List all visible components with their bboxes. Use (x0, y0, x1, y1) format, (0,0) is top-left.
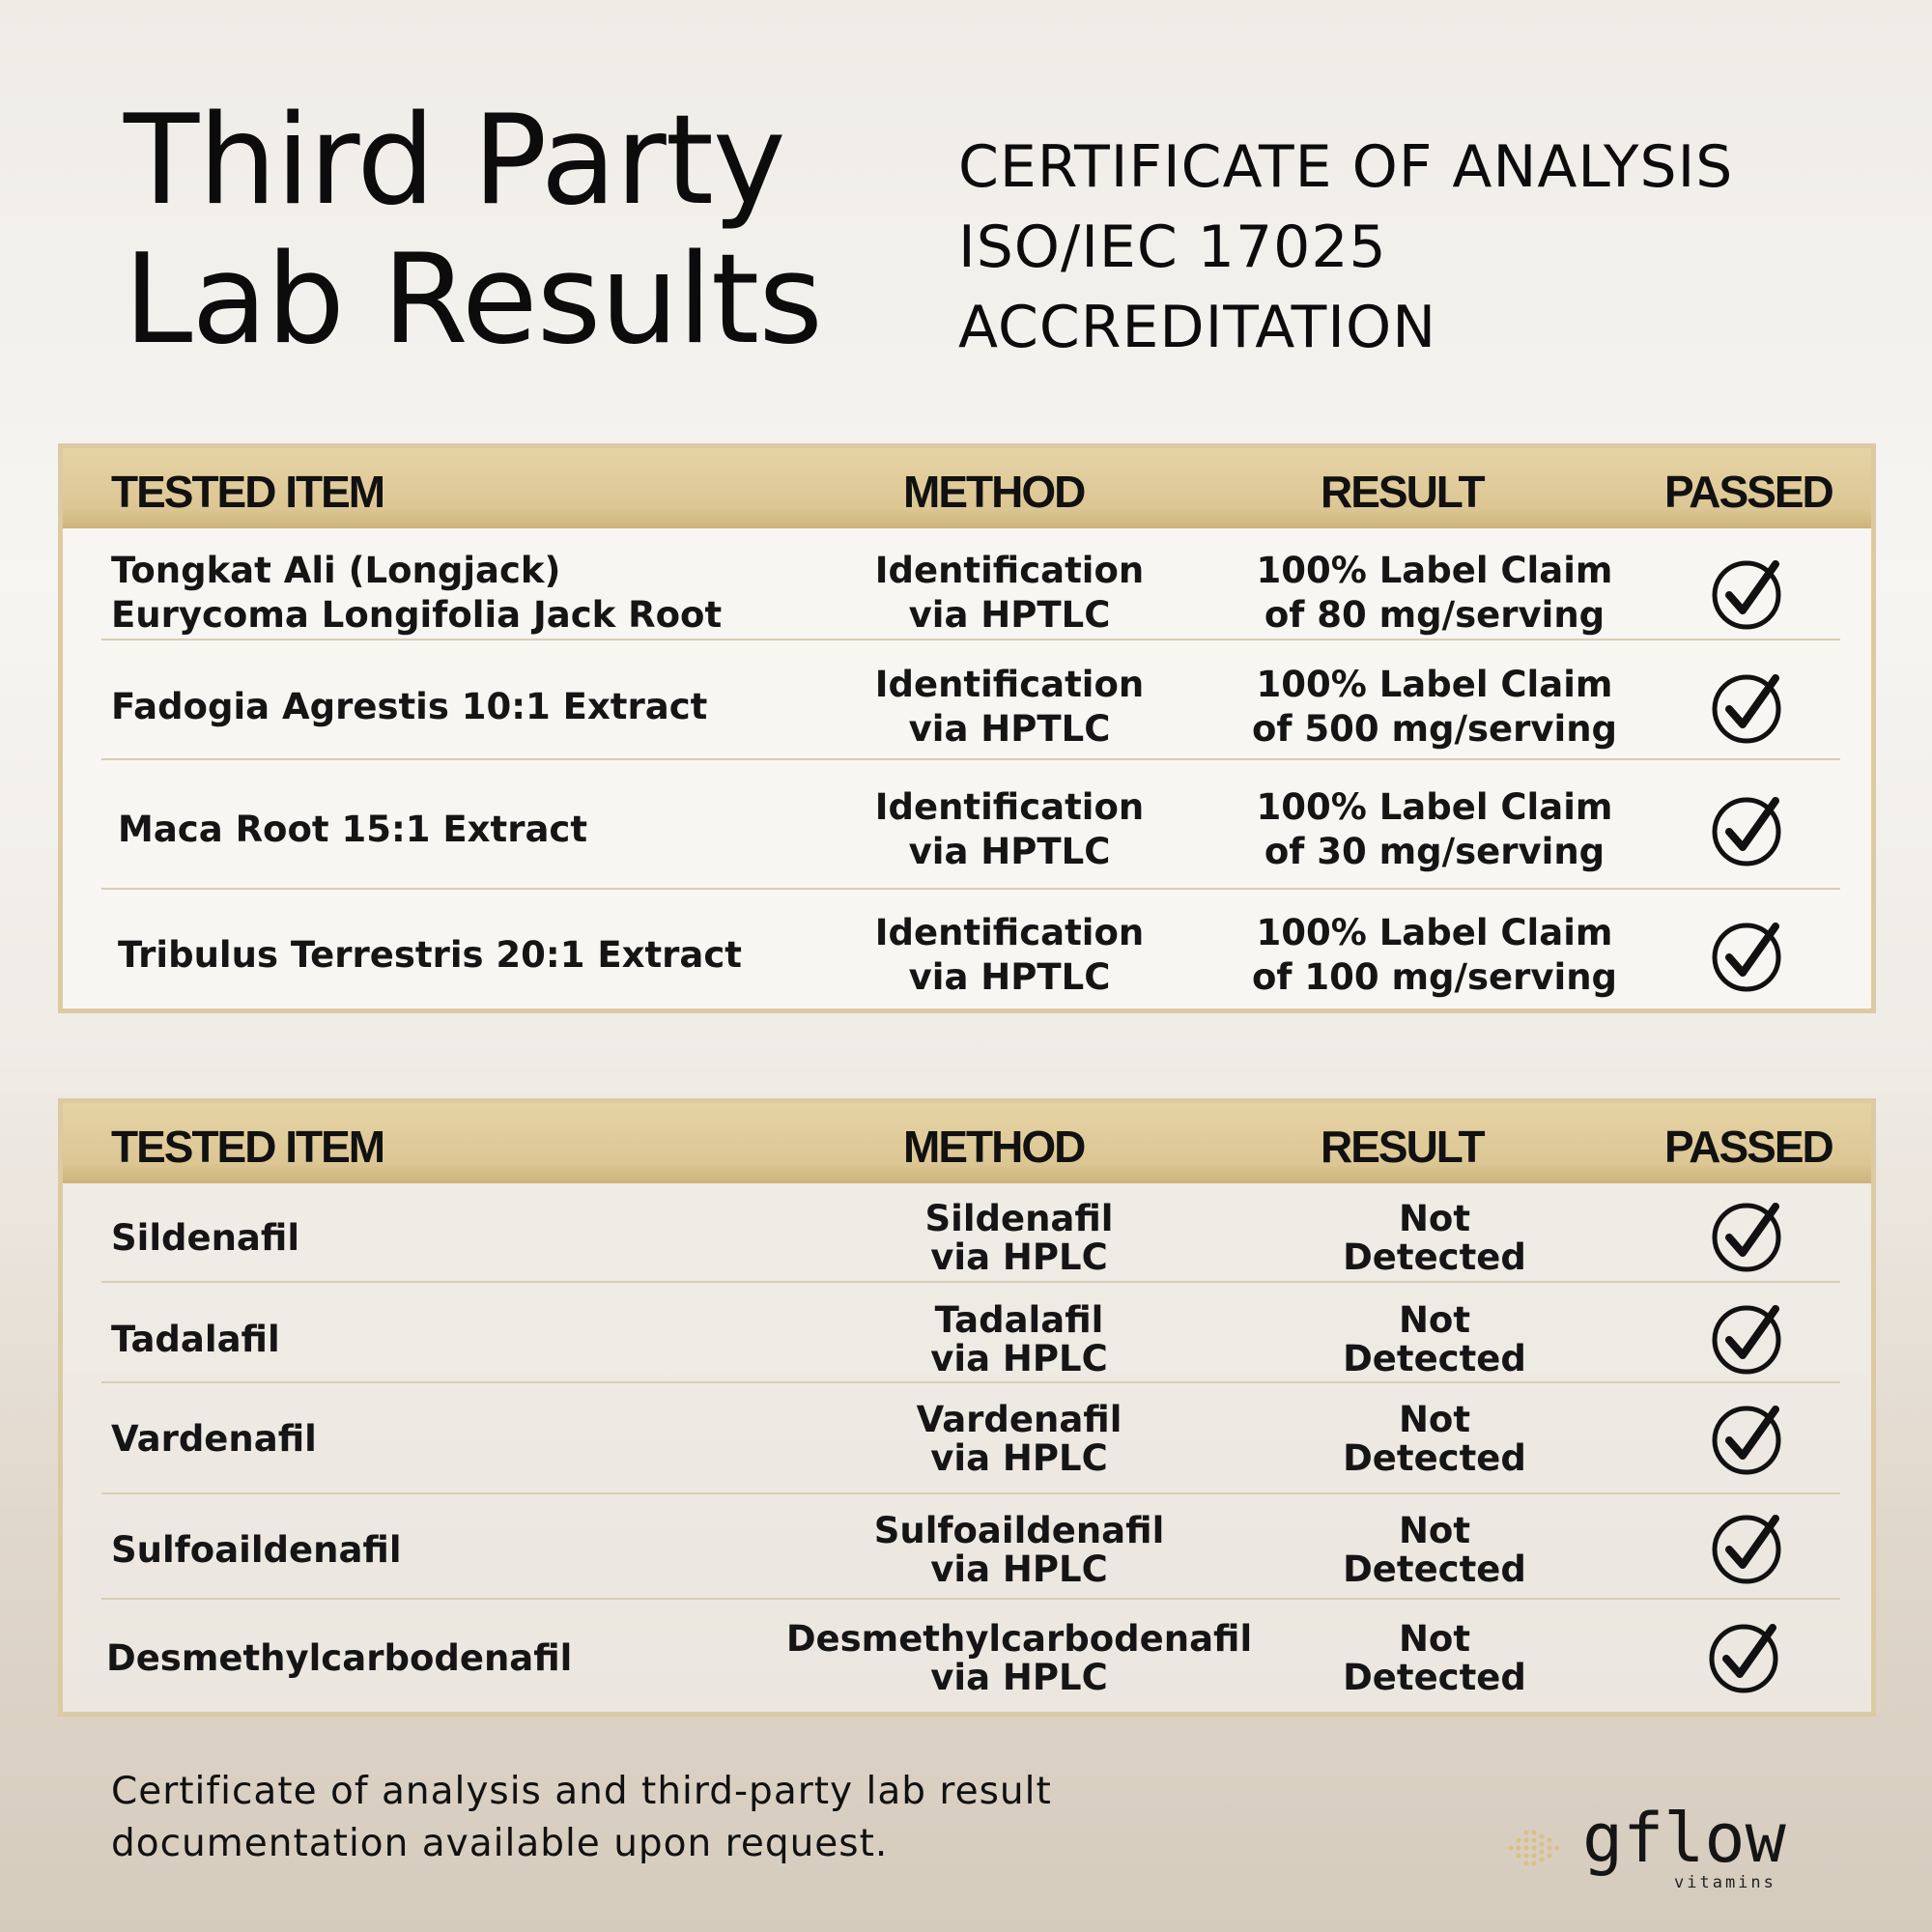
table-header (63, 448, 1871, 528)
page-title-line-1: Third Party (124, 89, 785, 233)
page-title (124, 89, 822, 372)
row-divider (101, 639, 1840, 640)
certification-line-2: ISO/IEC 17025 (958, 213, 1387, 281)
header-method: METHOD (903, 1122, 1085, 1172)
result (1183, 902, 1686, 1009)
check-circle-icon (1710, 554, 1787, 632)
result-line: Not (1398, 1299, 1471, 1341)
method-line: Identification (874, 664, 1145, 705)
method-line: Sildenafil (924, 1198, 1114, 1239)
check-circle-icon (1710, 791, 1787, 868)
method-line: via HPLC (930, 1437, 1108, 1479)
method-line: Identification (874, 550, 1145, 591)
tested-item (106, 1610, 860, 1707)
row-divider (101, 1598, 1840, 1600)
method-line: Vardenafil (916, 1399, 1122, 1440)
tested-item-line: Tribulus Terrestris 20:1 Extract (118, 934, 742, 976)
result-line: Not (1398, 1198, 1471, 1239)
row-divider (101, 758, 1840, 760)
method-line: via HPLC (930, 1548, 1108, 1590)
method-line: via HPTLC (908, 708, 1111, 750)
row-divider (101, 1381, 1840, 1383)
certification-heading (958, 128, 1733, 368)
result-line: 100% Label Claim (1256, 664, 1613, 705)
check-circle-icon (1710, 668, 1787, 746)
table-header (63, 1103, 1871, 1183)
brand-logo (1507, 1799, 1797, 1892)
tested-item-line: Tadalafil (111, 1319, 280, 1360)
result (1183, 654, 1686, 760)
result-line: 100% Label Claim (1256, 912, 1613, 953)
method-line: Identification (874, 786, 1145, 828)
result (1183, 774, 1686, 886)
adulterant-test-table (58, 1098, 1876, 1717)
header-method: METHOD (903, 467, 1085, 517)
tested-item-line: Eurycoma Longifolia Jack Root (111, 594, 723, 636)
tested-item-line: Maca Root 15:1 Extract (118, 809, 588, 850)
header-result: RESULT (1321, 1122, 1484, 1172)
tested-item-line: Sildenafil (111, 1217, 300, 1259)
tested-item (111, 654, 865, 760)
header-tested-item: TESTED ITEM (111, 1122, 384, 1172)
result-line: 100% Label Claim (1256, 786, 1613, 828)
method-line: via HPLC (930, 1338, 1108, 1379)
result-line: Not (1398, 1510, 1471, 1551)
result-line: Detected (1343, 1548, 1526, 1590)
result-line: Detected (1343, 1338, 1526, 1379)
method-line: via HPLC (930, 1236, 1108, 1278)
check-circle-icon (1707, 1618, 1784, 1695)
brand-tagline: vitamins (1674, 1873, 1776, 1892)
availability-note-line-2: documentation available upon request. (111, 1822, 889, 1865)
result (1183, 1610, 1686, 1707)
check-circle-icon (1710, 917, 1787, 994)
check-circle-icon (1710, 1400, 1787, 1477)
identity-test-table (58, 443, 1876, 1013)
result (1183, 1391, 1686, 1488)
tested-item-line: Fadogia Agrestis 10:1 Extract (111, 686, 708, 727)
result-line: of 30 mg/serving (1264, 831, 1605, 872)
certification-line-1: CERTIFICATE OF ANALYSIS (958, 133, 1734, 201)
method-line: via HPTLC (908, 594, 1111, 636)
result (1183, 1502, 1686, 1599)
check-circle-icon (1710, 1197, 1787, 1274)
result-line: 100% Label Claim (1256, 550, 1613, 591)
tested-item-line: Desmethylcarbodenafil (106, 1637, 573, 1679)
result-line: of 80 mg/serving (1264, 594, 1605, 636)
tested-item-line: Tongkat Ali (Longjack) (111, 550, 561, 591)
method-line: via HPLC (930, 1657, 1108, 1698)
method-line: Desmethylcarbodenafil (785, 1618, 1253, 1660)
method-line: Sulfoaildenafil (873, 1510, 1165, 1551)
tested-item (111, 1502, 865, 1599)
dot-arrow-logo-icon (1507, 1824, 1563, 1872)
header-passed: PASSED (1664, 1122, 1833, 1172)
row-divider (101, 888, 1840, 890)
check-circle-icon (1710, 1509, 1787, 1586)
result (1183, 1190, 1686, 1287)
page-title-line-2: Lab Results (124, 228, 822, 372)
header-passed: PASSED (1664, 467, 1833, 517)
check-circle-icon (1710, 1299, 1787, 1377)
result-line: Not (1398, 1399, 1471, 1440)
availability-note (111, 1766, 1052, 1870)
result-line: of 500 mg/serving (1251, 708, 1618, 750)
result-line: of 100 mg/serving (1251, 956, 1618, 998)
certification-line-3: ACCREDITATION (958, 294, 1437, 361)
method-line: Identification (874, 912, 1145, 953)
availability-note-line-1: Certificate of analysis and third-party lab result (111, 1770, 1052, 1813)
result-line: Detected (1343, 1657, 1526, 1698)
tested-item-line: Vardenafil (111, 1418, 317, 1460)
result-line: Not (1398, 1618, 1471, 1660)
brand-name: gflow (1582, 1799, 1786, 1878)
tested-item (111, 540, 865, 646)
result-line: Detected (1343, 1437, 1526, 1479)
result-line: Detected (1343, 1236, 1526, 1278)
tested-item (111, 1391, 865, 1488)
result (1183, 540, 1686, 646)
tested-item-line: Sulfoaildenafil (111, 1529, 402, 1571)
row-divider (101, 1492, 1840, 1494)
method-line: Tadalafil (934, 1299, 1104, 1341)
tested-item (111, 1190, 865, 1287)
method-line: via HPTLC (908, 956, 1111, 998)
header-result: RESULT (1321, 467, 1484, 517)
header-tested-item: TESTED ITEM (111, 467, 384, 517)
row-divider (101, 1281, 1840, 1283)
result (1183, 1292, 1686, 1388)
tested-item (111, 1292, 865, 1388)
method-line: via HPTLC (908, 831, 1111, 872)
